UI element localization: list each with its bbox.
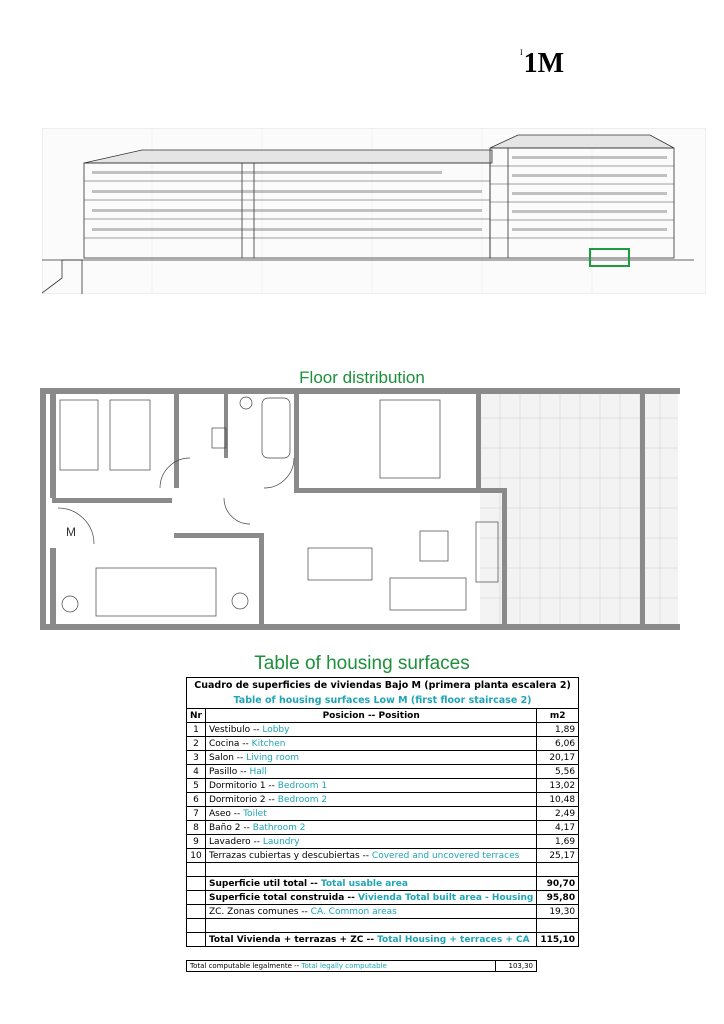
row-position: Dormitorio 2 -- Bedroom 2 xyxy=(205,793,536,807)
plan-letter: M xyxy=(66,525,76,539)
floor-plan-title: Floor distribution xyxy=(299,368,425,387)
table-header-es: Cuadro de superficies de viviendas Bajo M (primera planta escalera 2) xyxy=(187,678,579,694)
table-row xyxy=(187,779,579,793)
legal-value: 103,30 xyxy=(496,961,537,972)
row-m2: 2,49 xyxy=(537,807,579,821)
row-nr: 8 xyxy=(187,821,206,835)
table-row xyxy=(187,793,579,807)
col-nr: Nr xyxy=(187,709,206,723)
row-position: Lavadero -- Laundry xyxy=(205,835,536,849)
row-m2: 6,06 xyxy=(537,737,579,751)
usable-area-value: 90,70 xyxy=(537,877,579,891)
table-row xyxy=(187,765,579,779)
row-m2: 20,17 xyxy=(537,751,579,765)
row-position: Cocina -- Kitchen xyxy=(205,737,536,751)
col-position: Posicion -- Position xyxy=(205,709,536,723)
common-area-label: ZC. Zonas comunes -- CA. Common areas xyxy=(205,905,536,919)
table-header-en: Table of housing surfaces Low M (first floor staircase 2) xyxy=(187,693,579,709)
table-title: Table of housing surfaces xyxy=(254,653,470,674)
table-row xyxy=(187,807,579,821)
floor-plan-image xyxy=(40,388,680,630)
table-row xyxy=(187,821,579,835)
legal-table xyxy=(186,960,537,972)
row-m2: 4,17 xyxy=(537,821,579,835)
row-nr: 2 xyxy=(187,737,206,751)
row-nr: 4 xyxy=(187,765,206,779)
table-row xyxy=(187,751,579,765)
row-m2: 25,17 xyxy=(537,849,579,863)
total-label: Total Vivienda + terrazas + ZC -- Total Housing + terraces + CA xyxy=(205,933,536,947)
row-m2: 10,48 xyxy=(537,793,579,807)
row-nr: 5 xyxy=(187,779,206,793)
built-area-value: 95,80 xyxy=(537,891,579,905)
row-position: Aseo -- Toilet xyxy=(205,807,536,821)
row-nr: 9 xyxy=(187,835,206,849)
row-position: Baño 2 -- Bathroom 2 xyxy=(205,821,536,835)
row-m2: 13,02 xyxy=(537,779,579,793)
row-nr: 10 xyxy=(187,849,206,863)
usable-area-label: Superficie util total -- Total usable area xyxy=(205,877,536,891)
row-position: Terrazas cubiertas y descubiertas -- Covered and uncovered terraces xyxy=(205,849,536,863)
table-row xyxy=(187,737,579,751)
row-position: Salon -- Living room xyxy=(205,751,536,765)
row-nr: 1 xyxy=(187,723,206,737)
row-position: Pasillo -- Hall xyxy=(205,765,536,779)
surfaces-table xyxy=(186,677,579,947)
row-nr: 6 xyxy=(187,793,206,807)
row-m2: 5,56 xyxy=(537,765,579,779)
legal-label: Total computable legalmente -- Total legally computable xyxy=(187,961,496,972)
row-position: Vestibulo -- Lobby xyxy=(205,723,536,737)
row-nr: 7 xyxy=(187,807,206,821)
table-row xyxy=(187,849,579,863)
row-nr: 3 xyxy=(187,751,206,765)
col-m2: m2 xyxy=(537,709,579,723)
row-m2: 1,89 xyxy=(537,723,579,737)
unit-label: $^I$1M xyxy=(520,48,565,79)
building-elevation-image xyxy=(42,128,706,294)
common-area-value: 19,30 xyxy=(537,905,579,919)
total-value: 115,10 xyxy=(537,933,579,947)
built-area-label: Superficie total construida -- Vivienda Total built area - Housing xyxy=(205,891,536,905)
table-row xyxy=(187,835,579,849)
table-row xyxy=(187,723,579,737)
row-m2: 1,69 xyxy=(537,835,579,849)
row-position: Dormitorio 1 -- Bedroom 1 xyxy=(205,779,536,793)
